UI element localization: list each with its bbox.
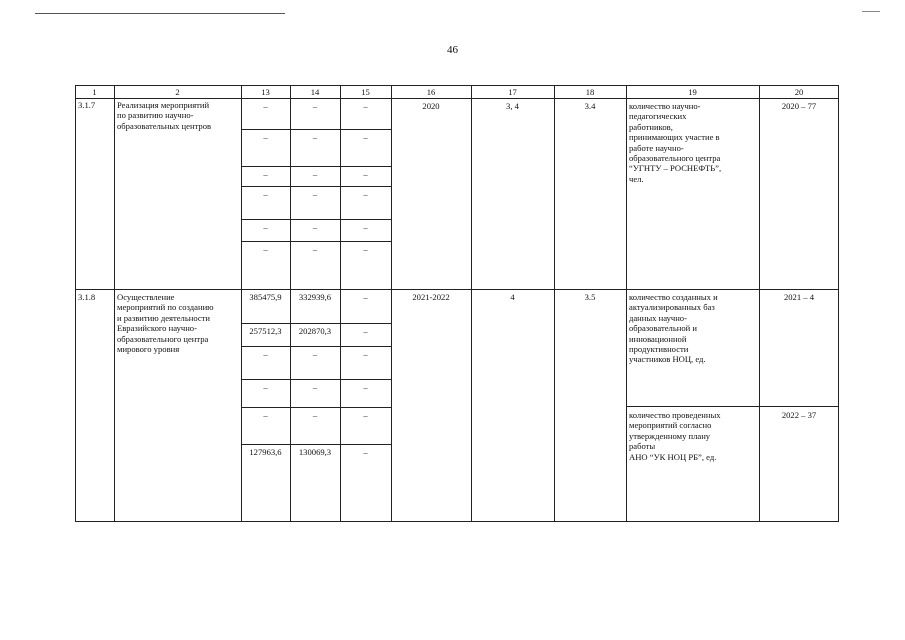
row-name: Реализация мероприятий по развитию научно- образовательных центров — [117, 100, 212, 131]
cell-c14: – — [312, 189, 318, 199]
cell-c15: – — [363, 189, 368, 199]
cell-c15: – — [363, 410, 368, 420]
cell-c14: 332939,6 — [298, 292, 332, 302]
cell-c14: 202870,3 — [298, 326, 332, 336]
cell-c13: 257512,3 — [249, 326, 282, 336]
table-rule — [75, 98, 839, 99]
cell-c15: – — [363, 326, 368, 336]
indicator-value: 2020 – 77 — [781, 101, 817, 111]
indicator-text: количество созданных и актуализированных баз данных научно- образовательной и инновационной продуктивности участников НОЦ, ед. — [629, 292, 718, 365]
table-rule — [391, 85, 392, 522]
cell-c14: – — [312, 382, 318, 392]
cell-c13: – — [263, 244, 268, 254]
table-rule — [241, 85, 242, 522]
cell-c15: – — [363, 382, 368, 392]
cell-c16: 2020 — [422, 101, 440, 111]
cell-c13: – — [263, 169, 268, 179]
header-col-18: 18 — [585, 87, 595, 97]
table-rule — [241, 346, 391, 347]
data-table — [75, 85, 839, 522]
cell-c13: – — [263, 222, 268, 232]
cell-c14: – — [312, 244, 318, 254]
cell-c13: – — [263, 349, 268, 359]
indicator-value: 2022 – 37 — [781, 410, 817, 420]
cell-c13: 127963,6 — [249, 447, 282, 457]
cell-c18: 3.4 — [584, 101, 596, 111]
cell-c14: – — [312, 349, 318, 359]
table-rule — [340, 85, 341, 522]
table-rule — [241, 323, 391, 324]
table-rule — [241, 186, 391, 187]
cell-c13: – — [263, 189, 268, 199]
table-rule — [554, 85, 555, 522]
cell-c15: – — [363, 244, 368, 254]
table-rule — [241, 379, 391, 380]
cell-c14: 130069,3 — [298, 447, 332, 457]
table-rule — [290, 85, 291, 522]
cell-c13: – — [263, 132, 268, 142]
row-code: 3.1.8 — [78, 292, 96, 302]
header-col-16: 16 — [426, 87, 436, 97]
cell-c14: – — [312, 169, 318, 179]
table-rule — [626, 406, 839, 407]
table-rule — [471, 85, 472, 522]
header-col-2: 2 — [175, 87, 180, 97]
cell-c14: – — [312, 222, 318, 232]
cell-c13: – — [263, 101, 268, 111]
scan-artifact-line — [862, 11, 880, 12]
cell-c13: – — [263, 410, 268, 420]
table-rule — [241, 219, 391, 220]
cell-c15: – — [363, 222, 368, 232]
cell-c15: – — [363, 349, 368, 359]
table-rule — [759, 85, 760, 522]
table-rule — [75, 85, 76, 522]
header-col-14: 14 — [310, 87, 320, 97]
cell-c16: 2021-2022 — [412, 292, 450, 302]
cell-c15: – — [363, 169, 368, 179]
row-code: 3.1.7 — [78, 100, 96, 110]
cell-c14: – — [312, 410, 318, 420]
table-rule — [241, 129, 391, 130]
indicator-text: количество научно- педагогических работников, принимающих участие в работе научно- образовательного центра “УГНТУ – РОСНЕФТЬ”, чел. — [629, 101, 722, 184]
cell-c17: 3, 4 — [506, 101, 519, 111]
table-rule — [75, 85, 839, 86]
header-col-20: 20 — [794, 87, 804, 97]
table-rule — [241, 444, 391, 445]
table-rule — [75, 289, 839, 290]
cell-c18: 3.5 — [584, 292, 596, 302]
cell-c14: – — [312, 101, 318, 111]
row-name: Осуществление мероприятий по созданию и развитию деятельности Евразийского научно- образовательного центра мирового уровня — [117, 292, 214, 355]
table-rule — [75, 521, 839, 522]
header-col-15: 15 — [361, 87, 370, 97]
header-col-1: 1 — [92, 87, 97, 97]
cell-c15: – — [363, 447, 368, 457]
indicator-text: количество проведенных мероприятий согласно утвержденному плану работы АНО “УК НОЦ РБ”, ед. — [629, 410, 721, 462]
table-rule — [114, 85, 115, 522]
cell-c17: 4 — [510, 292, 515, 302]
cell-c15: – — [363, 292, 368, 302]
cell-c13: 385475,9 — [249, 292, 282, 302]
indicator-value: 2021 – 4 — [783, 292, 815, 302]
header-col-17: 17 — [508, 87, 517, 97]
cell-c13: – — [263, 382, 268, 392]
header-col-13: 13 — [261, 87, 270, 97]
scan-artifact-line — [35, 13, 285, 14]
cell-c15: – — [363, 101, 368, 111]
table-rule — [838, 85, 839, 522]
cell-c14: – — [312, 132, 318, 142]
table-rule — [241, 241, 391, 242]
cell-c15: – — [363, 132, 368, 142]
page-number: 46 — [447, 44, 458, 56]
table-rule — [241, 166, 391, 167]
table-rule — [241, 407, 391, 408]
table-rule — [626, 85, 627, 522]
header-col-19: 19 — [688, 87, 697, 97]
